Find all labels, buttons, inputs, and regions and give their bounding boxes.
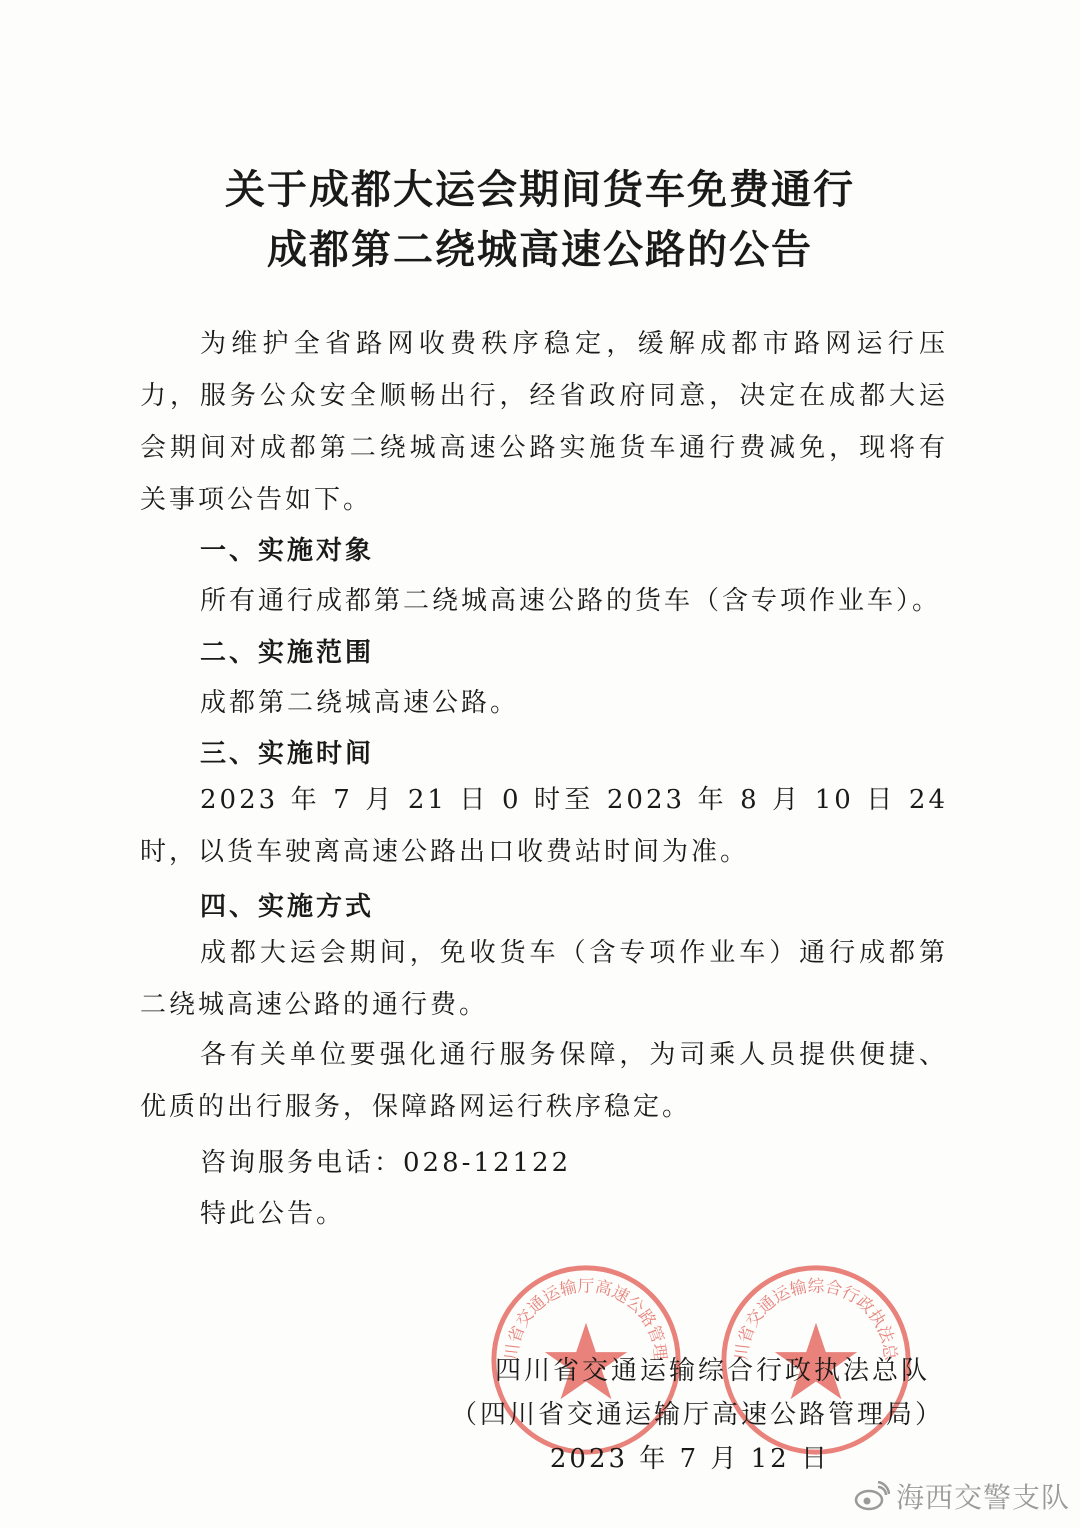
seal-2-text: 川省交通运输综合行政执法总 (731, 1276, 901, 1362)
section-1-body: 所有通行成都第二绕城高速公路的货车（含专项作业车）。 (200, 586, 942, 616)
section-3-body: 2023 年 7 月 21 日 0 时至 2023 年 8 月 10 日 24 时，以货车驶离高速公路出口收费站时间为准。 (140, 785, 948, 867)
weibo-icon (854, 1481, 890, 1511)
section-2-heading: 二、实施范围 (200, 638, 375, 668)
section-3-heading: 三、实施时间 (200, 739, 375, 769)
section-4-heading: 四、实施方式 (200, 892, 375, 922)
hotline-text: 咨询服务电话：028-12122 (200, 1148, 572, 1178)
source-watermark (854, 1476, 1070, 1516)
intro-paragraph: 为维护全省路网收费秩序稳定，缓解成都市路网运行压力，服务公众安全顺畅出行，经省政府同意，决定在成都大运会期间对成都第二绕城高速公路实施货车通行费减免，现将有关事项公告如下。 (140, 329, 948, 515)
document-date: 2023 年 7 月 12 日 (549, 1444, 830, 1474)
section-2-body: 成都第二绕城高速公路。 (200, 688, 520, 718)
watermark-text: 海西交警支队 (895, 1481, 1070, 1514)
document-title-line-1: 关于成都大运会期间货车免费通行 (225, 167, 855, 213)
seal-1-text: 川省交通运输厅高速公路管理 (501, 1276, 671, 1362)
closing-paragraph: 各有关单位要强化通行服务保障，为司乘人员提供便捷、优质的出行服务，保障路网运行秩序稳定。 (140, 1040, 948, 1122)
document-title-line-2: 成都第二绕城高速公路的公告 (267, 227, 813, 273)
section-1-heading: 一、实施对象 (200, 536, 375, 566)
section-4-body: 成都大运会期间，免收货车（含专项作业车）通行成都第二绕城高速公路的通行费。 (140, 938, 948, 1020)
signer-name: 四川省交通运输综合行政执法总队 (494, 1356, 930, 1386)
ending-text: 特此公告。 (200, 1199, 346, 1229)
signer-alias: （四川省交通运输厅高速公路管理局） (450, 1400, 944, 1430)
